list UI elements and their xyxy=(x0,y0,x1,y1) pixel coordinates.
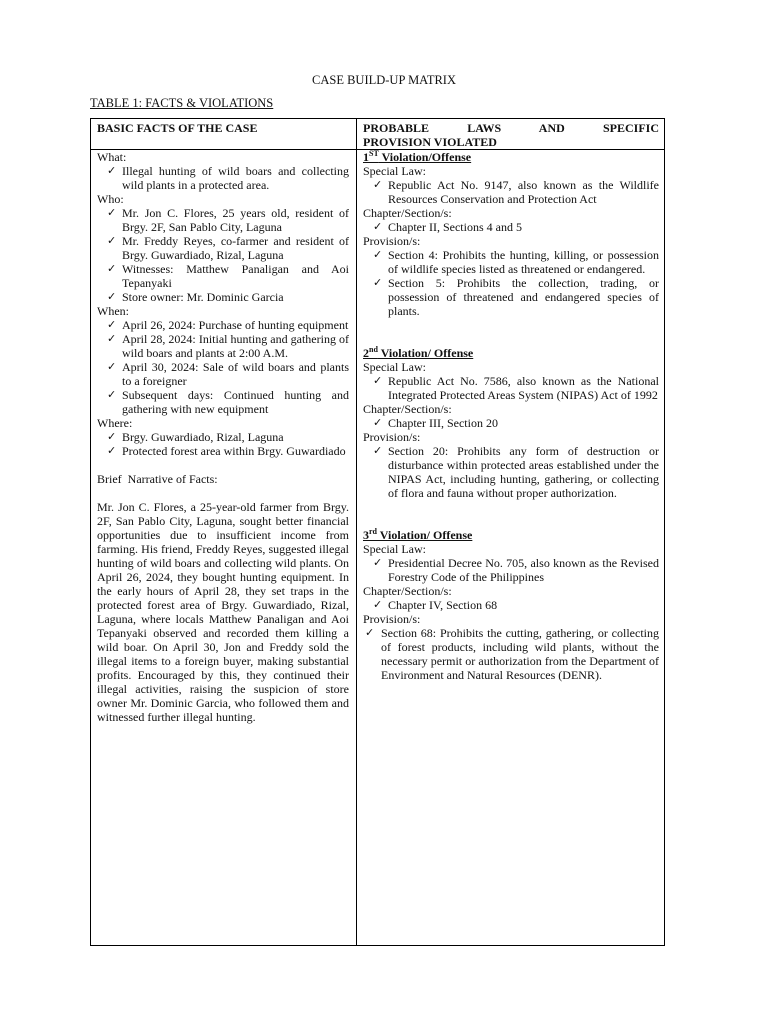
checkmark-icon: ✓ xyxy=(373,416,383,429)
provision-list xyxy=(363,248,659,318)
list-item xyxy=(363,178,659,206)
where-list xyxy=(97,430,349,458)
list-item xyxy=(97,206,349,234)
violation-heading xyxy=(363,150,659,164)
checkmark-icon: ✓ xyxy=(373,598,383,611)
provision-text: Section 5: Prohibits the collection, trading, or possession of threatened and endangered species of plants. xyxy=(388,276,659,318)
checkmark-icon: ✓ xyxy=(107,388,117,401)
list-item xyxy=(97,318,349,332)
list-item xyxy=(363,598,659,612)
violation-heading xyxy=(363,528,659,542)
page-title: CASE BUILD-UP MATRIX xyxy=(312,73,456,87)
special-law-label: Special Law: xyxy=(363,164,426,178)
what-label: What: xyxy=(97,150,127,164)
violation-3 xyxy=(363,528,659,682)
checkmark-icon: ✓ xyxy=(373,178,383,191)
list-item xyxy=(97,332,349,360)
list-item-text: April 26, 2024: Purchase of hunting equipment xyxy=(122,318,349,332)
chapter-list xyxy=(363,220,659,234)
spacer xyxy=(363,318,659,346)
checkmark-icon: ✓ xyxy=(107,206,117,219)
header-basic-facts: BASIC FACTS OF THE CASE xyxy=(97,121,258,135)
violation-heading-text: Violation/ Offense xyxy=(377,528,473,542)
checkmark-icon: ✓ xyxy=(373,248,383,261)
checkmark-icon: ✓ xyxy=(373,444,383,457)
violation-1 xyxy=(363,150,659,318)
chapter-label: Chapter/Section/s: xyxy=(363,402,452,416)
list-item xyxy=(363,626,659,682)
provision-text: Section 4: Prohibits the hunting, killing, or possession of wildlife species listed as threatened or endangered. xyxy=(388,248,659,276)
checkmark-icon: ✓ xyxy=(107,430,117,443)
special-law-label: Special Law: xyxy=(363,542,426,556)
violation-ordinal: nd xyxy=(369,345,378,354)
checkmark-icon: ✓ xyxy=(365,626,375,639)
chapter-text: Chapter II, Sections 4 and 5 xyxy=(388,220,522,234)
special-law-text: Republic Act No. 7586, also known as the National Integrated Protected Areas System (NIPAS) Act of 1992 xyxy=(388,374,659,402)
list-item-text: April 28, 2024: Initial hunting and gathering of wild boars and plants at 2:00 A.M. xyxy=(122,332,349,360)
list-item xyxy=(97,430,349,444)
list-item xyxy=(363,248,659,276)
facts-column xyxy=(97,150,349,724)
special-law-list xyxy=(363,374,659,402)
provision-list xyxy=(363,626,659,682)
provision-label: Provision/s: xyxy=(363,612,421,626)
column-divider xyxy=(356,119,357,945)
list-item xyxy=(363,416,659,430)
spacer xyxy=(363,500,659,528)
checkmark-icon: ✓ xyxy=(107,332,117,345)
what-list xyxy=(97,164,349,192)
when-label: When: xyxy=(97,304,129,318)
list-item-text: Mr. Jon C. Flores, 25 years old, resident of Brgy. 2F, San Pablo City, Laguna xyxy=(122,206,349,234)
violation-number: 2 xyxy=(363,346,369,360)
checkmark-icon: ✓ xyxy=(373,276,383,289)
list-item-text: Witnesses: Matthew Panaligan and Aoi Tepanyaki xyxy=(122,262,349,290)
narrative-label: Brief Narrative of Facts: xyxy=(97,472,218,486)
checkmark-icon: ✓ xyxy=(107,360,117,373)
violation-number: 1 xyxy=(363,150,369,164)
narrative-text: Mr. Jon C. Flores, a 25-year-old farmer from Brgy. 2F, San Pablo City, Laguna, sought better financial opportunities due to insufficient income from farming. His friend, Freddy Reyes, suggested illegal hunting of wild boars and collecting wild plants. On April 26, 2024, they bought hunting equipment. In the early hours of April 28, they set traps in the protected forest area of Brgy. Guwardiado, Rizal, Laguna, where locals Matthew Panaligan and Aoi Tepanyaki observed and recorded them killing a wild boar. On April 30, Jon and Freddy sold the illegal items to a foreign buyer, making substantial profits. Encouraged by this, they continued their illegal activities, raising the suspicion of store owner Mr. Dominic Garcia, who followed them and witnessed further illegal hunting. xyxy=(97,500,349,724)
header-probable-laws-line1: PROBABLE LAWS AND SPECIFIC xyxy=(363,121,659,135)
violation-ordinal: rd xyxy=(369,527,377,536)
chapter-text: Chapter III, Section 20 xyxy=(388,416,498,430)
facts-violations-table xyxy=(90,118,665,946)
list-item-text: April 30, 2024: Sale of wild boars and plants to a foreigner xyxy=(122,360,349,388)
checkmark-icon: ✓ xyxy=(373,556,383,569)
list-item-text: Brgy. Guwardiado, Rizal, Laguna xyxy=(122,430,284,444)
chapter-list xyxy=(363,598,659,612)
who-label: Who: xyxy=(97,192,124,206)
checkmark-icon: ✓ xyxy=(373,220,383,233)
checkmark-icon: ✓ xyxy=(107,318,117,331)
header-probable-laws-line2: PROVISION VIOLATED xyxy=(363,135,497,149)
checkmark-icon: ✓ xyxy=(107,290,117,303)
special-law-list xyxy=(363,556,659,584)
list-item-text: Mr. Freddy Reyes, co-farmer and resident of Brgy. Guwardiado, Rizal, Laguna xyxy=(122,234,349,262)
provision-label: Provision/s: xyxy=(363,234,421,248)
table-caption: TABLE 1: FACTS & VIOLATIONS xyxy=(90,96,274,110)
list-item-text: Store owner: Mr. Dominic Garcia xyxy=(122,290,284,304)
list-item xyxy=(97,444,349,458)
list-item-text: Illegal hunting of wild boars and collecting wild plants in a protected area. xyxy=(122,164,349,192)
list-item xyxy=(97,388,349,416)
list-item xyxy=(97,360,349,388)
violation-number: 3 xyxy=(363,528,369,542)
when-list xyxy=(97,318,349,416)
violation-heading-text: Violation/ Offense xyxy=(377,346,474,360)
provision-label: Provision/s: xyxy=(363,430,421,444)
where-label: Where: xyxy=(97,416,133,430)
checkmark-icon: ✓ xyxy=(107,164,117,177)
checkmark-icon: ✓ xyxy=(107,444,117,457)
provision-text: Section 20: Prohibits any form of destruction or disturbance within protected areas established under the NIPAS Act, including hunting, gathering, or collecting of flora and fauna without proper authorization. xyxy=(388,444,659,500)
list-item xyxy=(97,234,349,262)
special-law-text: Republic Act No. 9147, also known as the Wildlife Resources Conservation and Protection Act xyxy=(388,178,659,206)
list-item xyxy=(97,262,349,290)
violations-column xyxy=(363,150,659,682)
checkmark-icon: ✓ xyxy=(107,262,117,275)
header-probable-laws xyxy=(363,121,659,149)
violation-heading xyxy=(363,346,659,360)
list-item xyxy=(363,444,659,500)
violation-2 xyxy=(363,346,659,500)
chapter-text: Chapter IV, Section 68 xyxy=(388,598,498,612)
chapter-label: Chapter/Section/s: xyxy=(363,206,452,220)
list-item-text: Subsequent days: Continued hunting and gathering with new equipment xyxy=(122,388,349,416)
list-item xyxy=(363,374,659,402)
special-law-text: Presidential Decree No. 705, also known as the Revised Forestry Code of the Philippines xyxy=(388,556,659,584)
violation-ordinal: ST xyxy=(369,149,379,158)
list-item-text: Protected forest area within Brgy. Guwardiado xyxy=(122,444,346,458)
list-item xyxy=(97,290,349,304)
checkmark-icon: ✓ xyxy=(373,374,383,387)
provision-list xyxy=(363,444,659,500)
checkmark-icon: ✓ xyxy=(107,234,117,247)
list-item xyxy=(97,164,349,192)
violation-heading-text: Violation/Offense xyxy=(378,150,472,164)
chapter-list xyxy=(363,416,659,430)
provision-text: Section 68: Prohibits the cutting, gathering, or collecting of forest products, including wild plants, without the necessary permit or authorization from the Department of Environment and Natural Resources (DENR). xyxy=(381,626,659,682)
list-item xyxy=(363,220,659,234)
list-item xyxy=(363,556,659,584)
list-item xyxy=(363,276,659,318)
chapter-label: Chapter/Section/s: xyxy=(363,584,452,598)
special-law-list xyxy=(363,178,659,206)
special-law-label: Special Law: xyxy=(363,360,426,374)
who-list xyxy=(97,206,349,304)
